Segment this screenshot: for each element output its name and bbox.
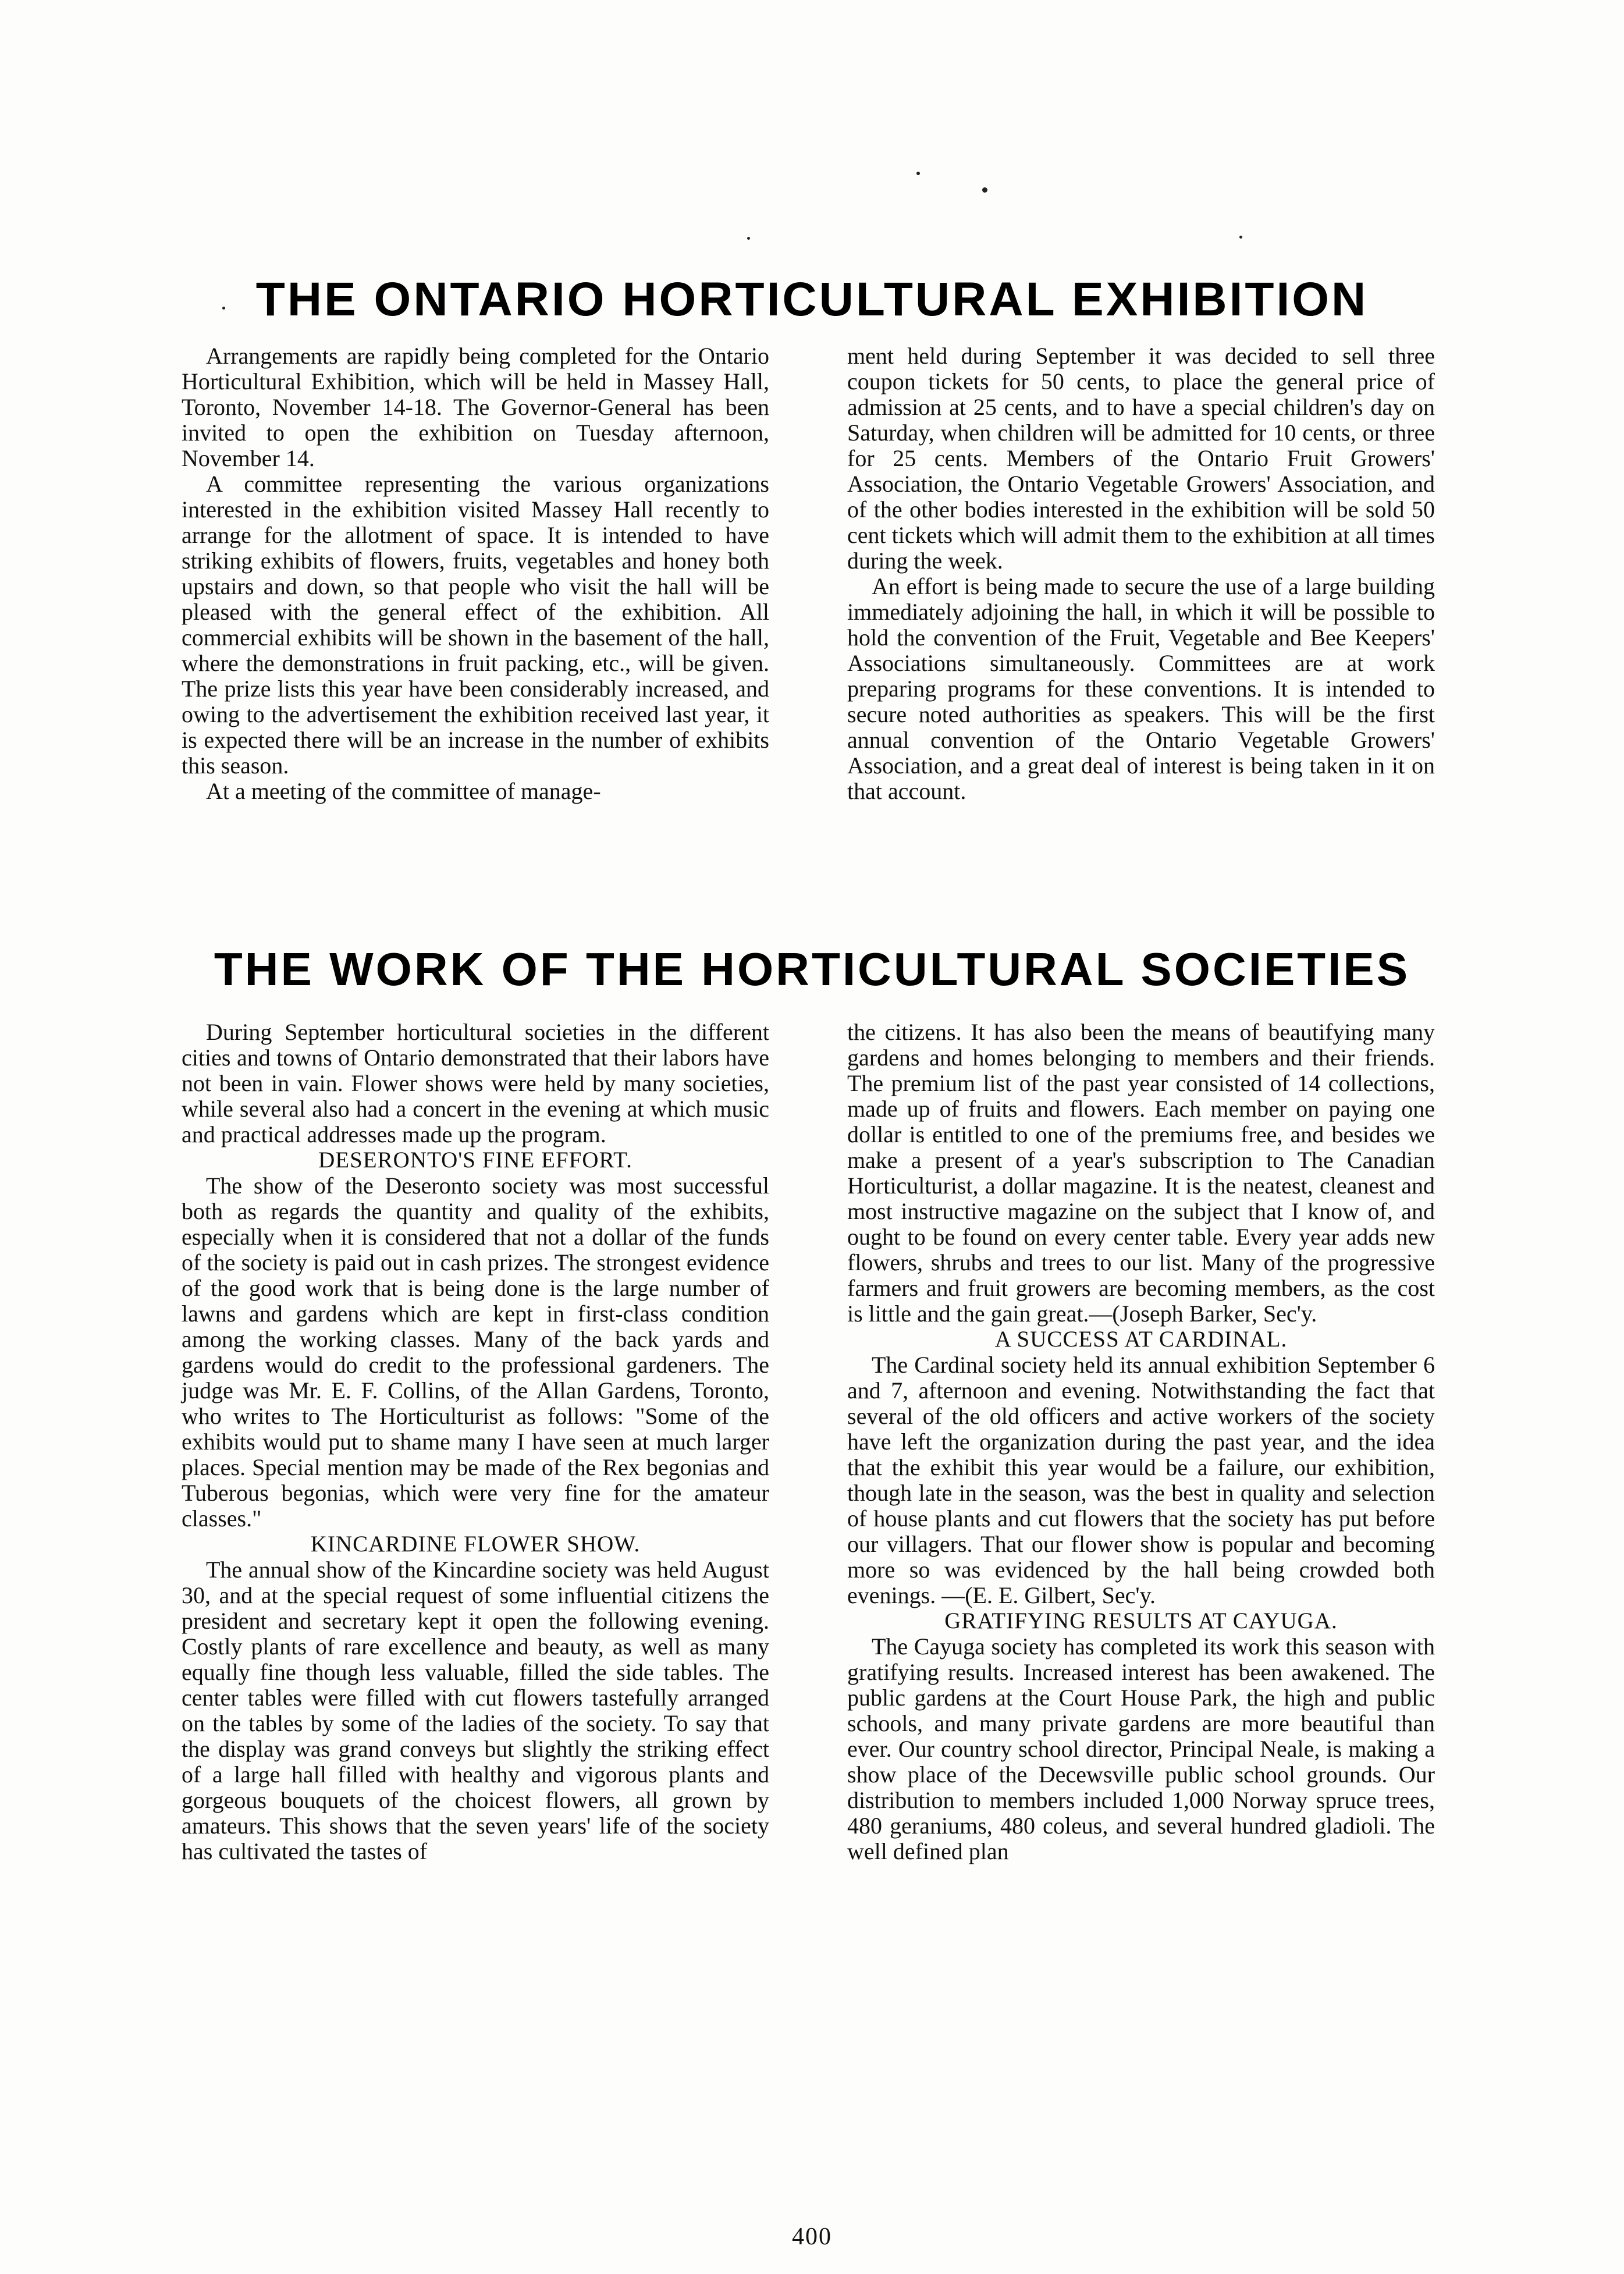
print-speck <box>1239 236 1242 239</box>
section-heading-kincardine: KINCARDINE FLOWER SHOW. <box>310 1532 641 1557</box>
print-speck <box>982 187 987 193</box>
article-title-exhibition: THE ONTARIO HORTICULTURAL EXHIBITION <box>255 273 1369 326</box>
print-speck <box>747 237 750 240</box>
print-speck <box>916 172 920 175</box>
societies-column-left <box>182 1019 769 1864</box>
article-title-societies: THE WORK OF THE HORTICULTURAL SOCIETIES <box>214 943 1410 995</box>
section-text-deseronto: The show of the Deseronto society was most successful both as regards the quantity and quality of the exhibits, especially when it is considered that not a dollar of the funds of the society is paid out in cash prizes. The strongest evidence of the good work that is being done is the large number of lawns and gardens which are kept in first-class condition among the working classes. Many of the back yards and gardens would do credit to the professional gardeners. The judge was Mr. E. F. Collins, of the Allan Gardens, Toronto, who writes to The Horticulturist as follows: "Some of the exhibits would put to shame many I have seen at much larger places. Special mention may be made of the Rex begonias and Tuberous begonias, which were very fine for the amateur classes." <box>182 1172 769 1532</box>
section-heading-deseronto: DESERONTO'S FINE EFFORT. <box>318 1147 632 1172</box>
exhibition-paragraph: Arrangements are rapidly being completed for the Ontario Horticultural Exhibition, which will be held in Massey Hall, Toronto, November 14-18. The Governor-General has been invited to open the exhibition on Tuesday afternoon, November 14. <box>182 343 769 471</box>
societies-intro: During September horticultural societies in the different cities and towns of Ontario demonstrated that their labors have not been in vain. Flower shows were held by many societies, while several also had a concert in the evening at which music and practical addresses made up the program. <box>182 1019 769 1147</box>
page-number: 400 <box>792 2223 832 2250</box>
exhibition-paragraph: An effort is being made to secure the use of a large building immediately adjoining the hall, in which it will be possible to hold the convention of the Fruit, Vegetable and Bee Keepers' Associations simultaneously. Committees are at work preparing programs for these conventions. It is intended to secure noted authorities as speakers. This will be the first annual convention of the Ontario Vegetable Growers' Association, and a great deal of interest is being taken in it on that account. <box>847 573 1435 804</box>
section-text-kincardine: The annual show of the Kincardine society was held August 30, and at the special request of some influential citizens the president and secretary kept it open the following evening. Costly plants of rare excellence and beauty, as well as many equally fine though less valuable, filled the side tables. The center tables were filled with cut flowers tastefully arranged on the tables by some of the ladies of the society. To say that the display was grand conveys but slightly the striking effect of a large hall filled with healthy and vigorous plants and gorgeous bouquets of the choicest flowers, all grown by amateurs. This shows that the seven years' life of the society has cultivated the tastes of <box>182 1557 769 1864</box>
section-text-kincardine-continued: the citizens. It has also been the means of beautifying many gardens and homes belonging to members and their friends. The premium list of the past year consisted of 14 collections, made up of fruits and flowers. Each member on paying one dollar is entitled to one of the premiums free, and besides we make a present of a year's subscription to The Canadian Horticulturist, a dollar magazine. It is the neatest, cleanest and most instructive magazine on the subject that I know of, and ought to be found on every center table. Every year adds new flowers, shrubs and trees to our list. Many of the progressive farmers and fruit growers are becoming members, as the cost is little and the gain great.—(Joseph Barker, Sec'y. <box>847 1019 1435 1327</box>
section-heading-cardinal: A SUCCESS AT CARDINAL. <box>994 1327 1288 1352</box>
section-heading-cayuga: GRATIFYING RESULTS AT CAYUGA. <box>944 1608 1338 1633</box>
societies-column-right <box>847 1019 1435 1864</box>
exhibition-paragraph: At a meeting of the committee of manage- <box>206 778 601 804</box>
section-text-cayuga: The Cayuga society has completed its work this season with gratifying results. Increased interest has been awakened. The public gardens at the Court House Park, the high and public schools, and many private gardens are more beautiful than ever. Our country school director, Principal Neale, is making a show place of the Decewsville public school grounds. Our distribution to members included 1,000 Norway spruce trees, 480 geraniums, 480 coleus, and several hundred gladioli. The well defined plan <box>847 1633 1435 1864</box>
exhibition-column-left <box>182 343 769 804</box>
exhibition-column-right <box>847 343 1435 804</box>
exhibition-paragraph: A committee representing the various organizations interested in the exhibition visited Massey Hall recently to arrange for the allotment of space. It is intended to have striking exhibits of flowers, fruits, vegetables and honey both upstairs and down, so that people who visit the hall will be pleased with the general effect of the exhibition. All commercial exhibits will be shown in the basement of the hall, where the demonstrations in fruit packing, etc., will be given. The prize lists this year have been considerably increased, and owing to the advertisement the exhibition received last year, it is expected there will be an increase in the number of exhibits this season. <box>182 471 769 779</box>
exhibition-paragraph-continued: ment held during September it was decided to sell three coupon tickets for 50 cents, to place the general price of admission at 25 cents, and to have a special children's day on Saturday, when children will be admitted for 10 cents, or three for 25 cents. Members of the Ontario Fruit Growers' Association, the Ontario Vegetable Growers' Association, and of the other bodies interested in the exhibition will be sold 50 cent tickets which will admit them to the exhibition at all times during the week. <box>847 343 1435 574</box>
section-text-cardinal: The Cardinal society held its annual exhibition September 6 and 7, afternoon and evening. Notwithstanding the fact that several of the old officers and active workers of the society have left the organization during the past year, and the idea that the exhibit this year would be a failure, our exhibition, though late in the season, was the best in quality and selection of house plants and cut flowers that the society has put before our villagers. That our flower show is popular and becoming more so was evidenced by the hall being crowded both evenings. —(E. E. Gilbert, Sec'y. <box>847 1352 1435 1608</box>
